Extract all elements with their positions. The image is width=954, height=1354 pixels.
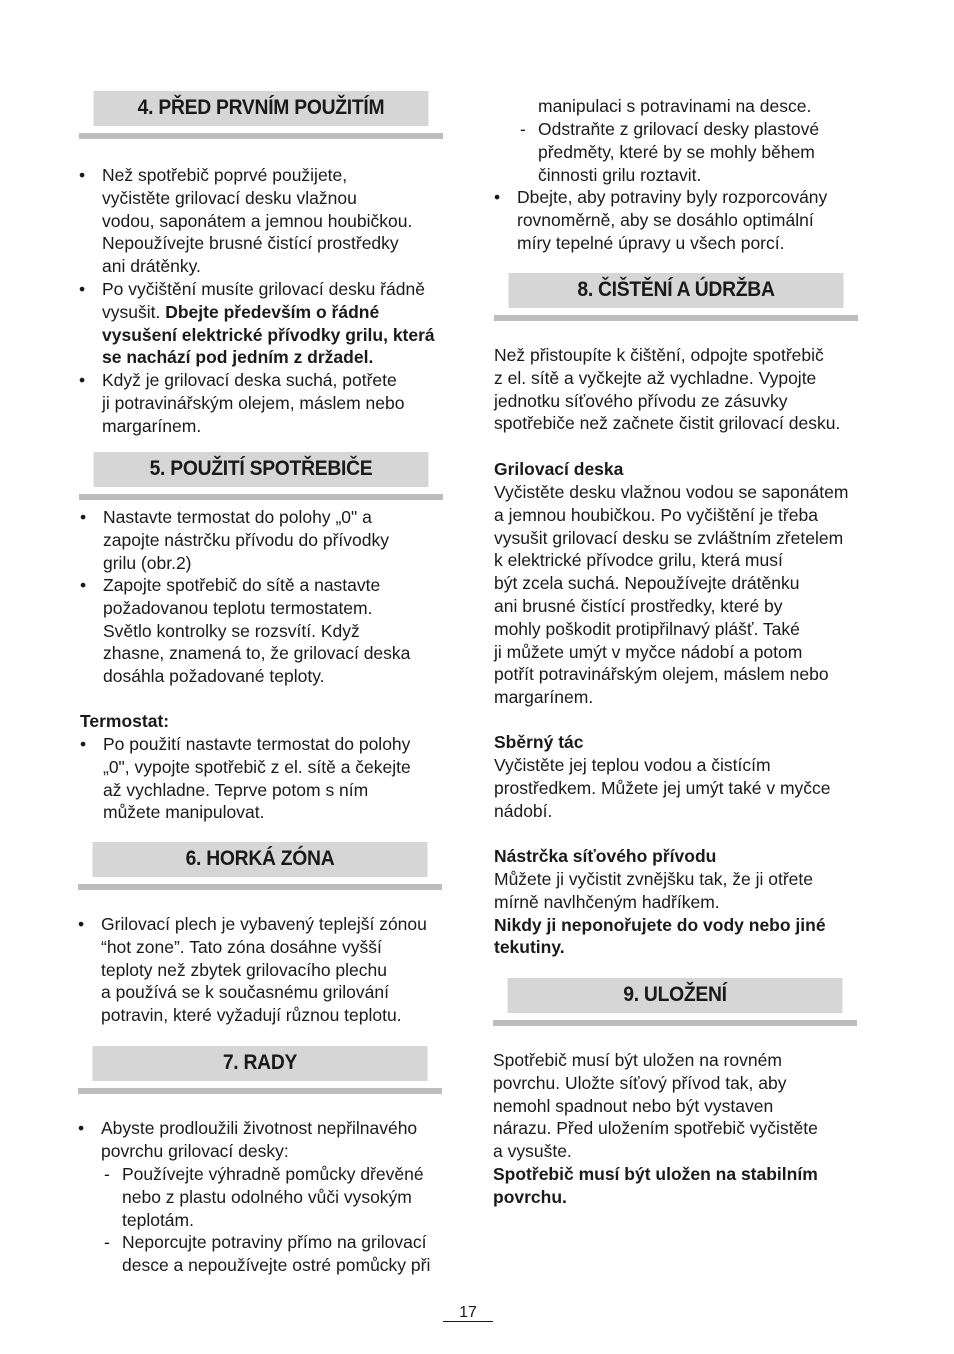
page-number-underline bbox=[443, 1321, 493, 1322]
section-6-title: 6. HORKÁ ZÓNA bbox=[93, 842, 428, 877]
subheading-termostat: Termostat: bbox=[80, 711, 170, 731]
section-5-title: 5. POUŽITÍ SPOTŘEBIČE bbox=[94, 452, 429, 487]
section-4-header bbox=[79, 91, 443, 141]
section-7-title: 7. RADY bbox=[93, 1046, 428, 1081]
section-5-header bbox=[79, 452, 443, 502]
subheading-nastrcka: Nástrčka síťového přívodu bbox=[494, 846, 717, 866]
section-divider bbox=[79, 133, 443, 139]
section-divider bbox=[78, 1088, 442, 1094]
section-8-title: 8. ČIŠTĚNÍ A ÚDRŽBA bbox=[509, 273, 844, 308]
page-number: 17 bbox=[459, 1304, 477, 1321]
subheading-sberny-tac: Sběrný tác bbox=[494, 732, 584, 752]
section-divider bbox=[78, 884, 442, 890]
section-divider bbox=[493, 1020, 857, 1026]
continued-text: manipulaci s potravinami na desce. bbox=[538, 96, 812, 116]
section-8-header bbox=[494, 273, 858, 323]
section-divider bbox=[79, 494, 443, 500]
section-9-header bbox=[493, 978, 857, 1028]
subheading-grilovaci-deska: Grilovací deska bbox=[494, 459, 624, 479]
section-6-header bbox=[78, 842, 442, 892]
section-9-title: 9. ULOŽENÍ bbox=[508, 978, 843, 1013]
section-7-header bbox=[78, 1046, 442, 1096]
section-divider bbox=[494, 315, 858, 321]
section-4-title: 4. PŘED PRVNÍM POUŽITÍM bbox=[94, 91, 429, 126]
